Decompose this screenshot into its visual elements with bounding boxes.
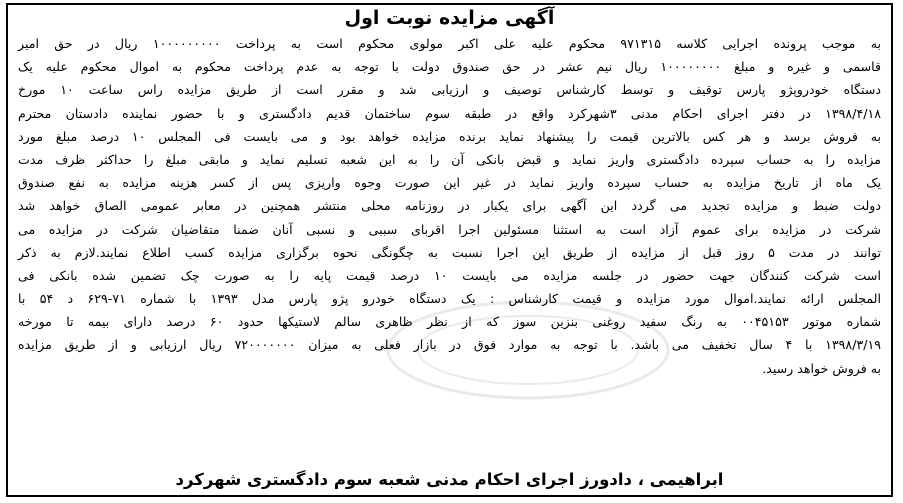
body-line: شماره موتور ۰۰۴۵۱۵۳ به رنگ سفید روغنی بنزین سوز که از نظر ظاهری سالم لاستیکها حدود ۶۰ درصد دارای بیمه تا مورخه [18, 314, 881, 330]
body-line: ۱۳۹۸/۳/۱۹ با ۴ سال تخفیف می باشد. با توجه به موارد فوق در بازار فعلی به میزان ۷۲۰۰۰۰۰۰۰ ریال ارزیابی و از طریق مزایده [18, 337, 881, 353]
body-line: توانند در مدت ۵ روز قبل از مزایده از طریق این اجرا نسبت به چگونگی نحوه برگزاری مزایده کسب اطلاع نمایند.لازم به ذکر [18, 244, 881, 260]
body-line: است شرکت کنندگان جهت حضور در جلسه مزایده می بایست ۱۰ درصد قیمت پایه را به صورت چک تضمین شده بانکی فی [18, 267, 881, 283]
body-line: دستگاه خودروپژو پارس توقیف و توسط کارشناس توصیف و ارزیابی شد و مقرر است از طریق مزایده راس ساعت ۱۰ مورخ [18, 82, 881, 98]
body-line: یک ماه از تاریخ مزایده به حساب سپرده واریز نماید در غیر این صورت وجوه واریزی پس از کسر هزینه مزایده به نفع صندوق [18, 175, 881, 191]
body-line: شرکت در مزایده برای عموم آزاد است به استثنا مسئولین اجرا اقربای سببی و نسبی آنان ضمنا متقاضیان شرکت در مزایده می [18, 221, 881, 237]
body-line: المجلس ارائه نمایند.اموال مورد مزایده و قیمت کارشناس : یک دستگاه خودرو پژو پارس مدل ۱۳۹۳ با شماره ۷۱-۶۲۹ د ۵۴ با [18, 291, 881, 307]
notice-frame [6, 3, 893, 497]
notice-body [18, 32, 881, 380]
notice-title: آگهی مزایده نوبت اول [344, 7, 555, 29]
body-line: به فروش خواهد رسید. [762, 360, 881, 376]
body-line: به موجب پرونده اجرایی کلاسه ۹۷۱۳۱۵ محکوم علیه علی اکبر مولوی محکوم است به پرداخت ۱۰۰۰۰۰۰۰۰۰ ریال در حق امیر [18, 36, 881, 51]
body-line: دولت ضبط و مزایده تجدید می گردد این آگهی برای یکبار در روزنامه محلی منتشر همچنین در معابر عمومی الصاق خواهد شد [18, 198, 881, 214]
body-line: ۱۳۹۸/۴/۱۸ در دفتر اجرای احکام مدنی ۳شهرکرد واقع در طبقه سوم ساختمان قدیم دادگستری و با حضور نماینده دادستان محترم [18, 105, 881, 121]
notice-signature: ابراهیمی ، دادورز اجرای احکام مدنی شعبه سوم دادگستری شهرکرد [175, 470, 724, 489]
body-line: مزایده را به حساب سپرده دادگستری واریز نماید و قبض بانکی آن را به این شعبه تسلیم نماید و مابقی مبلغ را حداکثر ظرف مدت [18, 151, 881, 167]
body-line: به فروش برسد و هر کس بالاترین قیمت را پیشنهاد نماید برنده مزایده خواهد بود و می بایست فی المجلس ۱۰ درصد مبلغ مورد [18, 128, 881, 144]
body-line: قاسمی و غیره و مبلغ ۱۰۰۰۰۰۰۰۰ ریال نیم عشر در حق صندوق دولت با توجه به عدم پرداخت محکوم به اموال محکوم علیه یک [18, 59, 882, 75]
